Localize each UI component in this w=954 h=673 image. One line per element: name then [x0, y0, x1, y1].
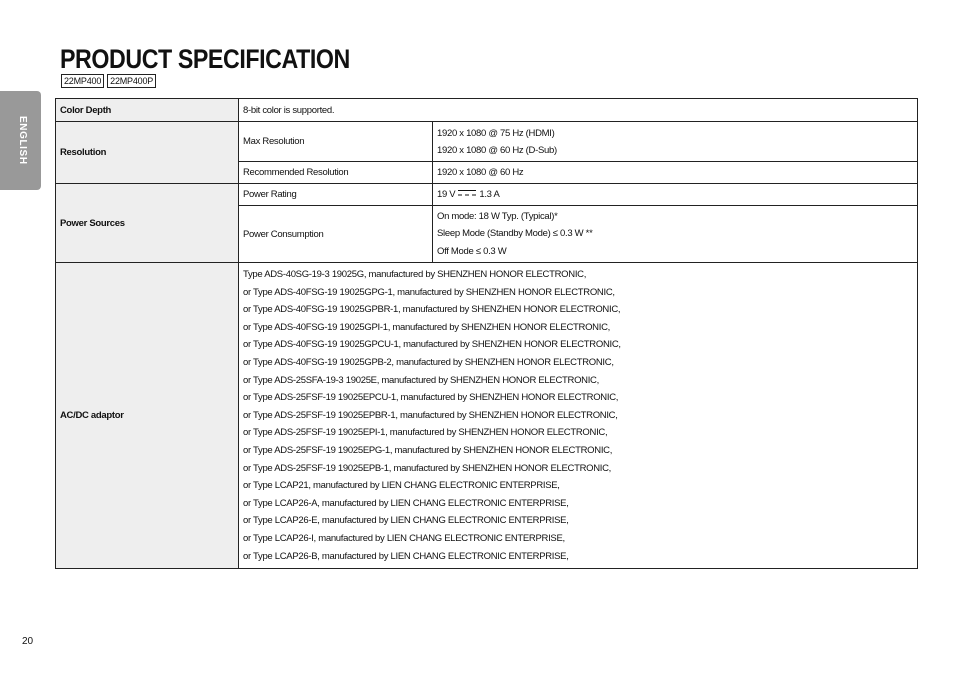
adaptor-line: or Type ADS-40FSG-19 19025GPBR-1, manufactured by SHENZHEN HONOR ELECTRONIC, [243, 304, 621, 316]
adaptor-line: or Type ADS-40FSG-19 19025GPG-1, manufactured by SHENZHEN HONOR ELECTRONIC, [243, 286, 615, 298]
resolution-label: Resolution [56, 122, 239, 184]
adaptor-line: or Type ADS-25FSF-19 19025EPCU-1, manufactured by SHENZHEN HONOR ELECTRONIC, [243, 392, 619, 404]
ac-dc-adaptor-value [239, 263, 918, 569]
adaptor-line: or Type ADS-40FSG-19 19025GPCU-1, manufactured by SHENZHEN HONOR ELECTRONIC, [243, 339, 621, 351]
power-rating-value [433, 184, 918, 206]
color-depth-value: 8-bit color is supported. [239, 99, 918, 122]
power-consumption-line: Off Mode ≤ 0.3 W [437, 245, 507, 257]
model-badge: 22MP400 [61, 74, 104, 88]
adaptor-line: or Type ADS-40FSG-19 19025GPB-2, manufactured by SHENZHEN HONOR ELECTRONIC, [243, 356, 614, 368]
power-consumption-line: On mode: 18 W Typ. (Typical)* [437, 210, 558, 222]
adaptor-line: or Type ADS-25FSF-19 19025EPB-1, manufactured by SHENZHEN HONOR ELECTRONIC, [243, 462, 612, 474]
power-consumption-value [433, 206, 918, 263]
adaptor-line: or Type ADS-25FSF-19 19025EPG-1, manufactured by SHENZHEN HONOR ELECTRONIC, [243, 444, 613, 456]
adaptor-line: or Type ADS-25SFA-19-3 19025E, manufactured by SHENZHEN HONOR ELECTRONIC, [243, 374, 599, 386]
table-row [56, 263, 918, 569]
adaptor-line: or Type LCAP26-A, manufactured by LIEN CHANG ELECTRONIC ENTERPRISE, [243, 497, 569, 509]
adaptor-line: Type ADS-40SG-19-3 19025G, manufactured by SHENZHEN HONOR ELECTRONIC, [243, 269, 587, 280]
adaptor-line: or Type ADS-25FSF-19 19025EPBR-1, manufactured by SHENZHEN HONOR ELECTRONIC, [243, 409, 618, 421]
adaptor-line: or Type LCAP26-I, manufactured by LIEN CHANG ELECTRONIC ENTERPRISE, [243, 532, 565, 544]
table-row [56, 122, 918, 162]
recommended-resolution-value: 1920 x 1080 @ 60 Hz [433, 162, 918, 184]
model-badge: 22MP400P [107, 74, 156, 88]
power-rating-current: 1.3 A [479, 189, 500, 200]
language-side-tab-label: ENGLISH [17, 116, 28, 165]
adaptor-line: or Type ADS-25FSF-19 19025EPI-1, manufactured by SHENZHEN HONOR ELECTRONIC, [243, 427, 608, 439]
power-consumption-line: Sleep Mode (Standby Mode) ≤ 0.3 W ** [437, 228, 593, 240]
max-resolution-line: 1920 x 1080 @ 75 Hz (HDMI) [437, 127, 555, 139]
adaptor-line: or Type LCAP21, manufactured by LIEN CHANG ELECTRONIC ENTERPRISE, [243, 480, 560, 492]
max-resolution-value [433, 122, 918, 162]
adaptor-line: or Type LCAP26-B, manufactured by LIEN CHANG ELECTRONIC ENTERPRISE, [243, 550, 569, 562]
table-row [56, 99, 918, 122]
power-sources-label: Power Sources [56, 184, 239, 263]
adaptor-line: or Type LCAP26-E, manufactured by LIEN CHANG ELECTRONIC ENTERPRISE, [243, 515, 569, 527]
model-list [61, 74, 156, 88]
page-number: 20 [22, 636, 34, 647]
color-depth-label: Color Depth [56, 99, 239, 122]
page-title: PRODUCT SPECIFICATION [60, 44, 350, 74]
recommended-resolution-label: Recommended Resolution [239, 162, 433, 184]
specification-table [55, 98, 918, 569]
adaptor-line: or Type ADS-40FSG-19 19025GPI-1, manufactured by SHENZHEN HONOR ELECTRONIC, [243, 321, 610, 333]
max-resolution-line: 1920 x 1080 @ 60 Hz (D-Sub) [437, 144, 557, 156]
power-rating-voltage: 19 V [437, 189, 456, 200]
max-resolution-label: Max Resolution [239, 122, 433, 162]
power-consumption-label: Power Consumption [239, 206, 433, 263]
ac-dc-adaptor-label: AC/DC adaptor [56, 263, 239, 569]
dc-current-icon [457, 189, 477, 197]
power-rating-label: Power Rating [239, 184, 433, 206]
table-row [56, 184, 918, 206]
